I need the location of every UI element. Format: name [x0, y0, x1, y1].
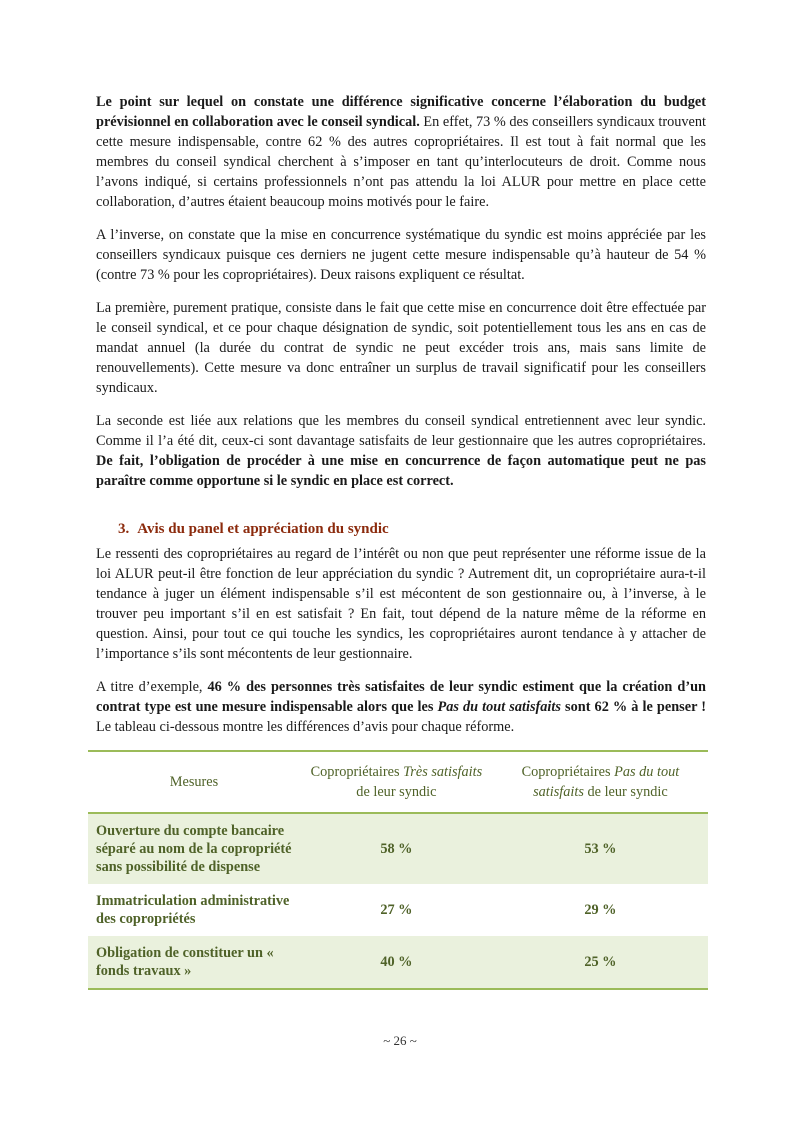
section-heading	[118, 521, 706, 538]
header-italic: Pas du tout satisfaits	[533, 764, 680, 800]
table-row	[88, 884, 708, 936]
value-tres-satisfaits: 58 %	[300, 813, 493, 884]
italic-part: Pas du tout satisfaits	[437, 699, 561, 715]
table-header-row	[88, 751, 708, 813]
comparison-table	[88, 750, 708, 990]
paragraph-seconde-raison	[96, 411, 706, 491]
paragraph-premiere-raison: La première, purement pratique, consiste dans le fait que cette mise en concurrence doit être effectuée par le conseil syndical, et ce pour chaque désignation de syndic, soit potentiellement tous les ans en cas de mandat annuel (la durée du contrat de syndic ne peut excéder trois ans, mais sans limite de renouvellements). Cette mesure va donc entraîner un surplus de travail significatif pour les conseillers syndicaux.	[96, 300, 706, 396]
paragraph-bold-text: De fait, l’obligation de procéder à une mise en concurrence de façon automatique peut ne pas paraître comme opportune si le syndic en place est correct.	[96, 453, 706, 489]
document-body	[96, 92, 706, 990]
value-pas-satisfaits: 53 %	[493, 813, 708, 884]
paragraph-text: A titre d’exemple,	[96, 679, 208, 695]
header-text: de leur syndic	[583, 784, 668, 800]
page-number: ~ 26 ~	[383, 1033, 417, 1048]
header-italic: Très satisfaits	[403, 764, 483, 780]
header-text: Copropriétaires	[310, 764, 404, 780]
value-tres-satisfaits: 27 %	[380, 902, 413, 918]
bold-part: sont 62 % à le penser !	[560, 699, 707, 715]
header-pas-du-tout-satisfaits	[493, 751, 708, 813]
value-tres-satisfaits: 40 %	[300, 936, 493, 989]
table-row	[88, 936, 708, 989]
header-text: Copropriétaires	[521, 764, 615, 780]
section-title: Avis du panel et appréciation du syndic	[137, 521, 389, 537]
paragraph-ressenti: Le ressenti des copropriétaires au regard de l’intérêt ou non que peut représenter une réforme issue de la loi ALUR peut-il être fonction de leur appréciation du syndic ? Autrement dit, un copropriétaire aura-t-il tendance à juger un élément indispensable s’il est mécontent de son gestionnaire ou, à l’inverse, à le trouver peu important s’il en est satisfait ? En fait, tout dépend de la nature même de la réforme en question. Ainsi, pour tout ce qui touche les syndics, les copropriétaires auront tendance à y attacher de l’importance s’ils sont mécontents de leur gestionnaire.	[96, 546, 706, 662]
header-text: de leur syndic	[356, 784, 437, 800]
measure-cell: Immatriculation administrative des copropriétés	[96, 893, 290, 927]
paragraph-budget	[96, 92, 706, 212]
measure-cell: Ouverture du compte bancaire séparé au nom de la copropriété sans possibilité de dispense	[88, 813, 300, 884]
paragraph-bold-text: Le point sur lequel on constate une différence significative concerne l’élaboration du budget prévisionnel en collaboration avec le conseil syndical.	[96, 94, 706, 130]
header-mesures: Mesures	[169, 774, 219, 790]
value-pas-satisfaits: 29 %	[584, 902, 617, 918]
table-row	[88, 813, 708, 884]
bold-part: 46 % des personnes très satisfaites de leur syndic estiment que la création d’un contrat type est une mesure indispensable alors que les	[96, 679, 706, 715]
paragraph-text: Le tableau ci-dessous montre les différences d’avis pour chaque réforme.	[96, 719, 515, 735]
paragraph-text: La seconde est liée aux relations que les membres du conseil syndical entretiennent avec leur syndic. Comme il l’a été dit, ceux-ci sont davantage satisfaits de leur gestionnaire que les autres copropriétaires.	[96, 413, 706, 449]
paragraph-text: En effet, 73 % des conseillers syndicaux trouvent cette mesure indispensable, contre 62 % des autres copropriétaires. Il est tout à fait normal que les membres du conseil syndical cherchent à s’imposer en tant qu’interlocuteurs de droit. Comme nous l’avons indiqué, si certains professionnels n’ont pas attendu la loi ALUR pour mettre en place cette collaboration, d’autres étaient beaucoup moins motivés pour le faire.	[96, 114, 707, 210]
value-pas-satisfaits: 25 %	[493, 936, 708, 989]
header-tres-satisfaits	[300, 751, 493, 813]
measure-cell: Obligation de constituer un « fonds travaux »	[88, 936, 300, 989]
paragraph-mise-en-concurrence: A l’inverse, on constate que la mise en concurrence systématique du syndic est moins appréciée par les conseillers syndicaux puisque ces derniers ne jugent cette mesure indispensable qu’à hauteur de 54 % (contre 73 % pour les copropriétaires). Deux raisons expliquent ce résultat.	[96, 227, 706, 283]
section-number: 3.	[118, 521, 130, 537]
paragraph-exemple	[96, 677, 706, 737]
